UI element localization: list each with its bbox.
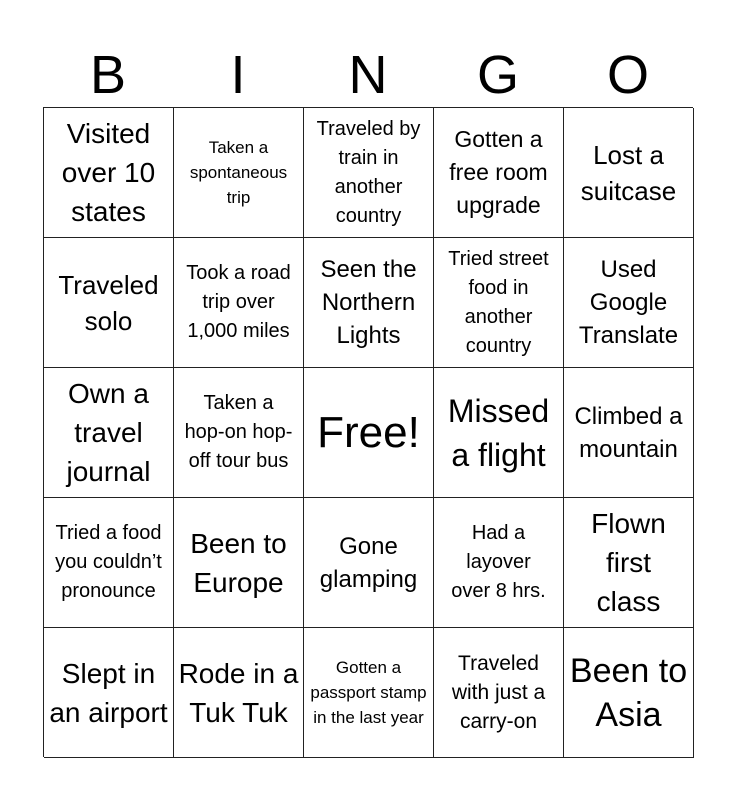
bingo-cell-r1c5[interactable] — [564, 108, 694, 238]
bingo-cell-r5c1[interactable] — [44, 628, 174, 758]
cell-text: Gotten a free room upgrade — [449, 126, 548, 218]
cell-text: Tried a food you couldn’t pronounce — [55, 522, 162, 602]
cell-text: Taken a spontaneous trip — [189, 138, 288, 207]
bingo-cell-r2c5[interactable] — [564, 238, 694, 368]
cell-text: Had a layover over 8 hrs. — [451, 522, 546, 602]
bingo-card — [43, 107, 693, 757]
header-letter-n: N — [348, 45, 388, 105]
cell-text: Rode in a Tuk Tuk — [178, 657, 299, 728]
bingo-cell-r3c1[interactable] — [44, 368, 174, 498]
bingo-cell-r5c5[interactable] — [564, 628, 694, 758]
bingo-cell-r3c3[interactable] — [304, 368, 434, 498]
bingo-header — [43, 42, 693, 108]
cell-text: Taken a hop-on hop-off tour bus — [184, 392, 293, 472]
cell-text: Took a road trip over 1,000 miles — [186, 262, 291, 342]
cell-text: Flown first class — [591, 508, 666, 617]
cell-text: Lost a suitcase — [580, 139, 677, 206]
bingo-cell-r1c1[interactable] — [44, 108, 174, 238]
header-letter-g: G — [476, 45, 519, 105]
cell-text: Own a travel journal — [66, 378, 151, 487]
cell-text: Traveled with just a carry-on — [451, 652, 546, 733]
cell-text: Visited over 10 states — [61, 118, 156, 227]
bingo-cell-r4c2[interactable] — [174, 498, 304, 628]
bingo-cell-r1c4[interactable] — [434, 108, 564, 238]
bingo-cell-r5c4[interactable] — [434, 628, 564, 758]
bingo-cell-r3c4[interactable] — [434, 368, 564, 498]
header-letter-i: I — [230, 45, 246, 105]
bingo-cell-r2c2[interactable] — [174, 238, 304, 368]
bingo-cell-r1c2[interactable] — [174, 108, 304, 238]
cell-text: Seen the Northern Lights — [320, 256, 417, 349]
free-space: Free! — [317, 407, 420, 457]
cell-text: Slept in an airport — [49, 657, 168, 728]
cell-text: Climbed a mountain — [574, 402, 683, 463]
cell-text: Traveled by train in another country — [316, 117, 421, 227]
bingo-cell-r3c5[interactable] — [564, 368, 694, 498]
cell-text: Tried street food in another country — [448, 247, 549, 357]
cell-text: Traveled solo — [58, 269, 159, 336]
cell-text: Been to Asia — [569, 651, 688, 734]
bingo-cell-r2c3[interactable] — [304, 238, 434, 368]
bingo-cell-r2c4[interactable] — [434, 238, 564, 368]
bingo-cell-r4c3[interactable] — [304, 498, 434, 628]
cell-text: Gotten a passport stamp in the last year — [310, 658, 427, 727]
bingo-cell-r3c2[interactable] — [174, 368, 304, 498]
cell-text: Missed a flight — [447, 392, 550, 473]
bingo-cell-r5c2[interactable] — [174, 628, 304, 758]
bingo-cell-r4c4[interactable] — [434, 498, 564, 628]
header-letter-b: B — [89, 45, 127, 105]
bingo-cell-r5c3[interactable] — [304, 628, 434, 758]
cell-text: Gone glamping — [319, 532, 418, 593]
bingo-cell-r1c3[interactable] — [304, 108, 434, 238]
cell-text: Been to Europe — [190, 527, 287, 598]
bingo-cell-r2c1[interactable] — [44, 238, 174, 368]
cell-text: Used Google Translate — [578, 256, 679, 349]
bingo-cell-r4c5[interactable] — [564, 498, 694, 628]
bingo-cell-r4c1[interactable] — [44, 498, 174, 628]
header-letter-o: O — [606, 45, 649, 105]
